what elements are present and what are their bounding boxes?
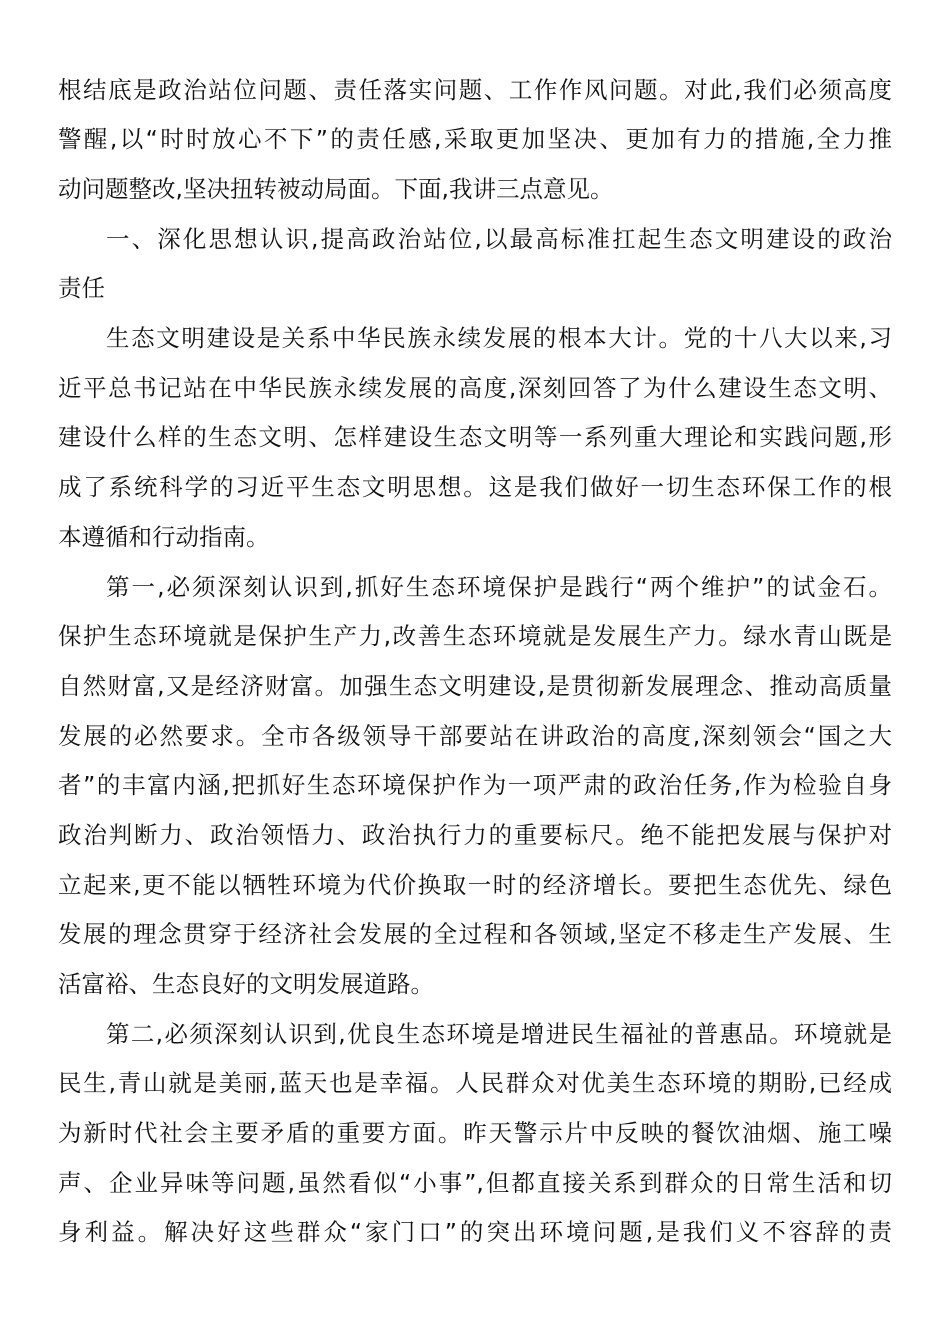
text-line: 发展的理念贯穿于经济社会发展的全过程和各领域,坚定不移走生产发展、生 (58, 920, 892, 948)
text-line: 活富裕、生态良好的文明发展道路。 (58, 970, 434, 998)
section-heading: 责任 (58, 274, 105, 302)
text-line: 身利益。解决好这些群众“家门口”的突出环境问题,是我们义不容辞的责 (58, 1218, 892, 1246)
text-line: 警醒,以“时时放心不下”的责任感,采取更加坚决、更加有力的措施,全力推 (58, 125, 892, 153)
text-line: 本遵循和行动指南。 (58, 523, 270, 551)
text-line: 自然财富,又是经济财富。加强生态文明建设,是贯彻新发展理念、推动高质量 (58, 672, 892, 700)
text-line: 保护生态环境就是保护生产力,改善生态环境就是发展生产力。绿水青山既是 (58, 622, 892, 650)
text-line: 民生,青山就是美丽,蓝天也是幸福。人民群众对优美生态环境的期盼,已经成 (58, 1069, 892, 1097)
paragraph-start: 第一,必须深刻认识到,抓好生态环境保护是践行“两个维护”的试金石。 (106, 573, 892, 601)
text-line: 近平总书记站在中华民族永续发展的高度,深刻回答了为什么建设生态文明、 (58, 374, 892, 402)
text-line: 动问题整改,坚决扭转被动局面。下面,我讲三点意见。 (58, 175, 614, 203)
text-line: 政治判断力、政治领悟力、政治执行力的重要标尺。绝不能把发展与保护对 (58, 821, 892, 849)
text-line: 成了系统科学的习近平生态文明思想。这是我们做好一切生态环保工作的根 (58, 473, 892, 501)
paragraph-start: 生态文明建设是关系中华民族永续发展的根本大计。党的十八大以来,习 (106, 324, 892, 352)
text-line: 者”的丰富内涵,把抓好生态环境保护作为一项严肃的政治任务,作为检验自身 (58, 771, 892, 799)
section-heading: 一、深化思想认识,提高政治站位,以最高标准扛起生态文明建设的政治 (106, 225, 892, 253)
text-line: 根结底是政治站位问题、责任落实问题、工作作风问题。对此,我们必须高度 (58, 76, 892, 104)
text-line: 立起来,更不能以牺牲环境为代价换取一时的经济增长。要把生态优先、绿色 (58, 871, 892, 899)
text-line: 声、企业异味等问题,虽然看似“小事”,但都直接关系到群众的日常生活和切 (58, 1169, 892, 1197)
paragraph-start: 第二,必须深刻认识到,优良生态环境是增进民生福祉的普惠品。环境就是 (106, 1020, 892, 1048)
text-line: 建设什么样的生态文明、怎样建设生态文明等一系列重大理论和实践问题,形 (58, 423, 892, 451)
text-line: 发展的必然要求。全市各级领导干部要站在讲政治的高度,深刻领会“国之大 (58, 722, 892, 750)
text-line: 为新时代社会主要矛盾的重要方面。昨天警示片中反映的餐饮油烟、施工噪 (58, 1119, 892, 1147)
